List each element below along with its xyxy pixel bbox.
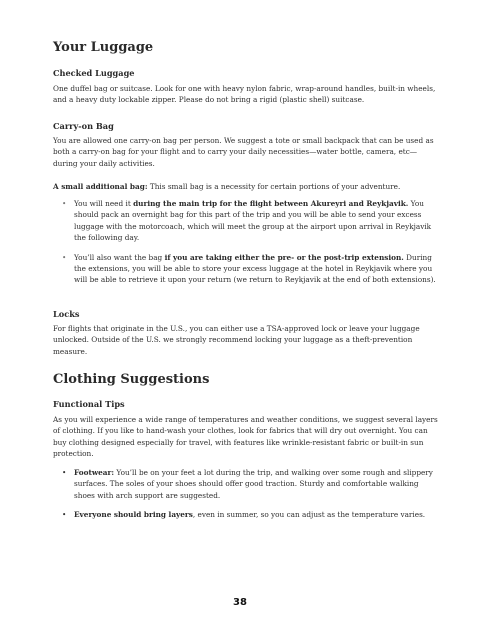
heading-functional-tips: Functional Tips — [53, 399, 125, 409]
heading-checked-luggage: Checked Luggage — [53, 68, 135, 78]
bullet-icon: • — [62, 468, 67, 477]
paragraph-additional-bag — [53, 181, 439, 192]
bullet-icon: • — [62, 252, 67, 262]
additional-bag-text: This small bag is a necessity for certain portions of your adventure. — [147, 182, 401, 191]
paragraph-locks: For flights that originate in the U.S., you can either use a TSA-approved lock or leave your luggage unlocked. Outside of the U.S. we strongly recommend locking your luggage as a theft-prevention measure. — [53, 324, 420, 356]
list-item: • Everyone should bring layers, even in summer, so you can adjust as the temperature varies. — [62, 510, 426, 520]
page-number: 38 — [233, 597, 247, 608]
paragraph-carry-on-bag: You are allowed one carry-on bag per person. We suggest a tote or small backpack that can be used as both a carry-on bag for your flight and to carry your daily necessities—water bottle, camera, etc—during your daily activities. — [53, 136, 434, 168]
bullet-icon: • — [62, 510, 67, 520]
list-item: • You’ll also want the bag if you are taking either the pre- or the post-trip extension. During the extensions, you will be able to store your excess luggage at the hotel in Reykjavik where you will be able to retrieve it upon your return (we return to Reykjavik at the end of both extensions). — [62, 252, 436, 285]
paragraph-functional-tips: As you will experience a wide range of temperatures and weather conditions, we suggest several layers of clothing. If you like to hand-wash your clothes, look for fabrics that will dry out overnight. You can buy clothing designed especially for travel, with features like wrinkle-resistant fabric or built-in sun protection. — [53, 415, 438, 459]
clothing-bullet-list — [53, 467, 439, 521]
luggage-bullet-list — [53, 198, 439, 286]
list-item: • You will need it during the main trip for the flight between Akureyri and Reykjavik. You should pack an overnight bag for this part of the trip and you will be able to send your excess luggage with the motorcoach, which will meet the group at the airport upon arrival in Reykjavik the following day. — [62, 199, 432, 243]
bullet-icon: • — [62, 199, 67, 208]
heading-carry-on-bag: Carry-on Bag — [53, 121, 114, 131]
heading-locks: Locks — [53, 309, 80, 319]
additional-bag-label: A small additional bag: — [53, 182, 148, 191]
section-title-luggage: Your Luggage — [53, 40, 154, 55]
section-title-clothing: Clothing Suggestions — [53, 372, 210, 387]
paragraph-checked-luggage: One duffel bag or suitcase. Look for one with heavy nylon fabric, wrap-around handles, built-in wheels, and a heavy duty lockable zipper. Please do not bring a rigid (plastic shell) suitcase. — [53, 84, 436, 105]
list-item: • Footwear: You’ll be on your feet a lot during the trip, and walking over some rough and slippery surfaces. The soles of your shoes should offer good traction. Sturdy and comfortable walking shoes with arch support are suggested. — [62, 468, 433, 500]
